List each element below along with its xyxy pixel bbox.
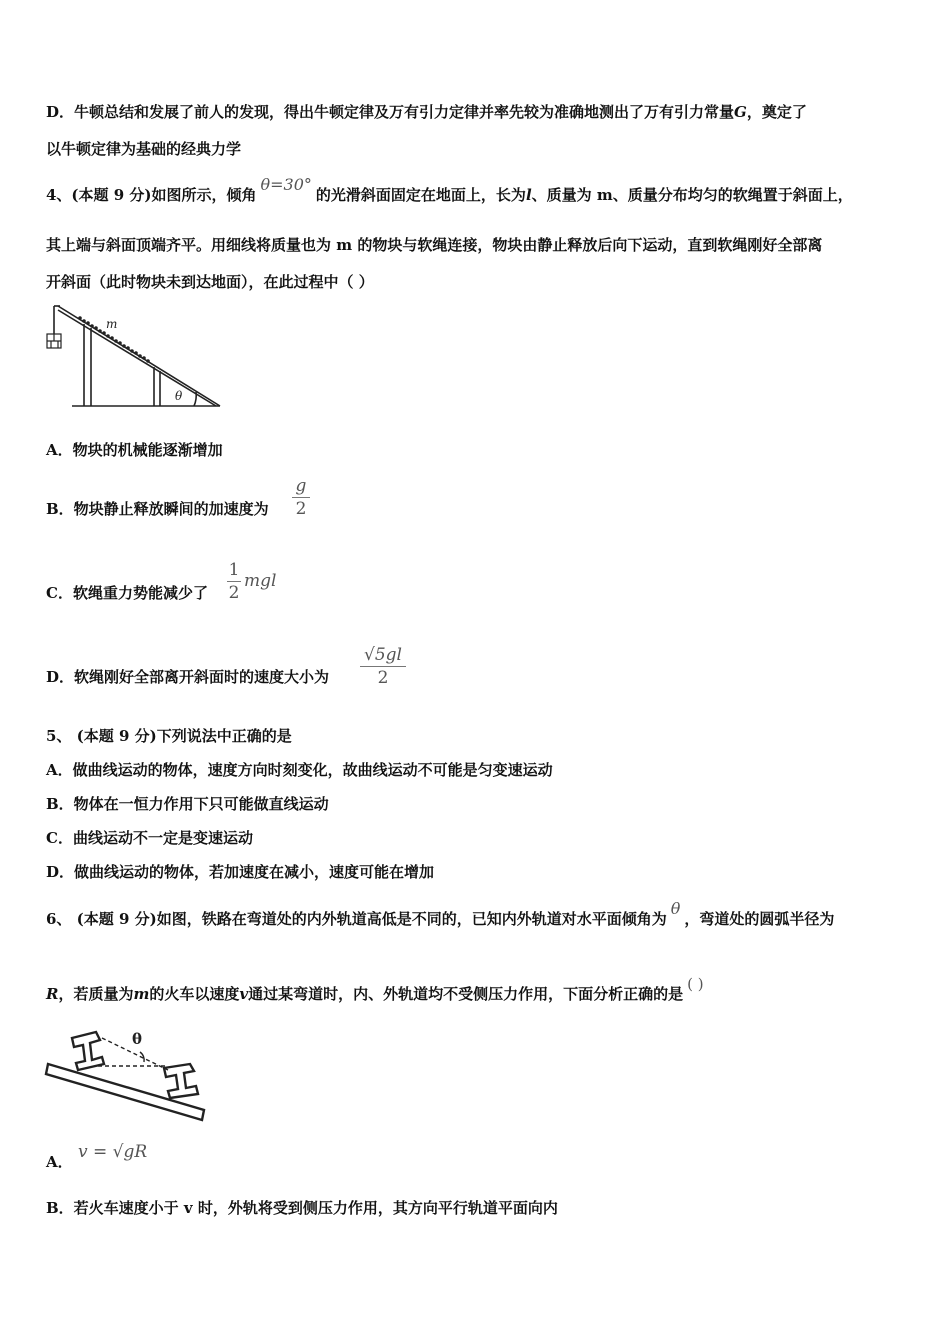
q4-option-b: B．物块静止释放瞬间的加速度为 xyxy=(46,500,269,518)
fraction-denominator: 2 xyxy=(295,499,307,519)
slope-inner-line xyxy=(58,310,216,406)
fraction-numerator: g xyxy=(295,476,307,496)
q4-option-c: C．软绳重力势能减少了 xyxy=(46,584,208,602)
railway-figure xyxy=(44,1026,208,1124)
q4-stem-mid2: 、质量为 m、质量分布均匀的软绳置于斜面上， xyxy=(531,186,853,204)
q4-option-c-mgl: mgl xyxy=(244,571,277,591)
q4-option-b-fraction xyxy=(292,476,310,519)
incline-figure xyxy=(44,300,226,412)
q5-option-d: D．做曲线运动的物体，若加速度在减小，速度可能在增加 xyxy=(46,863,435,881)
q4-option-d-fraction xyxy=(360,645,406,688)
fraction-numerator: √5gl xyxy=(364,645,402,665)
q6-option-a: A． xyxy=(46,1153,73,1171)
q4-option-c-fraction xyxy=(227,560,241,603)
q6-stem-text-a: ，若质量为 xyxy=(58,985,134,1003)
q4-angle-formula: θ=30° xyxy=(260,175,312,194)
fraction-denominator: 2 xyxy=(377,668,389,688)
tilt-angle-label: θ xyxy=(132,1030,143,1048)
q5-stem: 5、 (本题 9 分)下列说法中正确的是 xyxy=(46,727,292,745)
q6-stem-line1 xyxy=(46,899,835,929)
q6-option-a-formula: v = √gR xyxy=(78,1142,148,1162)
block-brick xyxy=(47,334,61,348)
q5-option-b: B．物体在一恒力作用下只可能做直线运动 xyxy=(46,795,329,813)
q6-answer-paren: ( ) xyxy=(687,975,704,993)
q6-stem-text-c: 通过某弯道时，内、外轨道均不受侧压力作用，下面分析正确的是 xyxy=(248,985,684,1003)
q6-stem-line2 xyxy=(46,975,704,1004)
q4-stem-mid1: 的光滑斜面固定在地面上，长为 xyxy=(315,186,526,204)
angle-label: θ xyxy=(175,389,183,403)
left-rail xyxy=(72,1032,104,1070)
q6-option-b: B．若火车速度小于 v 时，外轨将受到侧压力作用，其方向平行轨道平面向内 xyxy=(46,1199,558,1217)
q5-option-c: C．曲线运动不一定是变速运动 xyxy=(46,829,253,847)
right-rail xyxy=(164,1064,198,1098)
rope-mass-label: m xyxy=(106,317,118,331)
q6-stem-pre: 6、 (本题 9 分)如图，铁路在弯道处的内外轨道高低是不同的，已知内外轨道对水平面倾角为 xyxy=(46,910,667,928)
q4-option-d: D．软绳刚好全部离开斜面时的速度大小为 xyxy=(46,668,330,686)
q3-option-d-text-2: ，奠定了 xyxy=(746,103,807,121)
q4-stem-line2: 其上端与斜面顶端齐平。用细线将质量也为 m 的物块与软绳连接，物块由静止释放后向下运动，直到软绳刚好全部离 xyxy=(46,236,823,254)
fraction-numerator: 1 xyxy=(228,560,240,580)
q4-stem-pre: 4、(本题 9 分)如图所示，倾角 xyxy=(46,186,257,204)
q4-stem-line1 xyxy=(46,175,853,205)
q6-velocity-symbol: v xyxy=(239,985,249,1003)
q6-stem-post: ，弯道处的圆弧半径为 xyxy=(684,910,835,928)
q3-option-d-line1 xyxy=(46,102,807,122)
q4-length-symbol: l xyxy=(525,186,532,204)
fraction-denominator: 2 xyxy=(228,583,240,603)
q4-option-a: A．物块的机械能逐渐增加 xyxy=(46,441,223,459)
q6-mass-symbol: m xyxy=(133,985,150,1003)
q4-stem-line3: 开斜面（此时物块未到达地面），在此过程中（ ） xyxy=(46,273,374,291)
q3-option-d-line2: 以牛顿定律为基础的经典力学 xyxy=(46,140,242,158)
q5-option-a: A．做曲线运动的物体，速度方向时刻变化，故曲线运动不可能是匀变速运动 xyxy=(46,761,553,779)
q3-option-d-text: D．牛顿总结和发展了前人的发现，得出牛顿定律及万有引力定律并率先较为准确地测出了万有引力常量 xyxy=(46,103,735,121)
q6-radius-symbol: R xyxy=(46,985,59,1003)
q6-theta-symbol: θ xyxy=(670,899,681,918)
gravitational-constant-symbol: G xyxy=(734,103,747,121)
q6-stem-text-b: 的火车以速度 xyxy=(149,985,240,1003)
